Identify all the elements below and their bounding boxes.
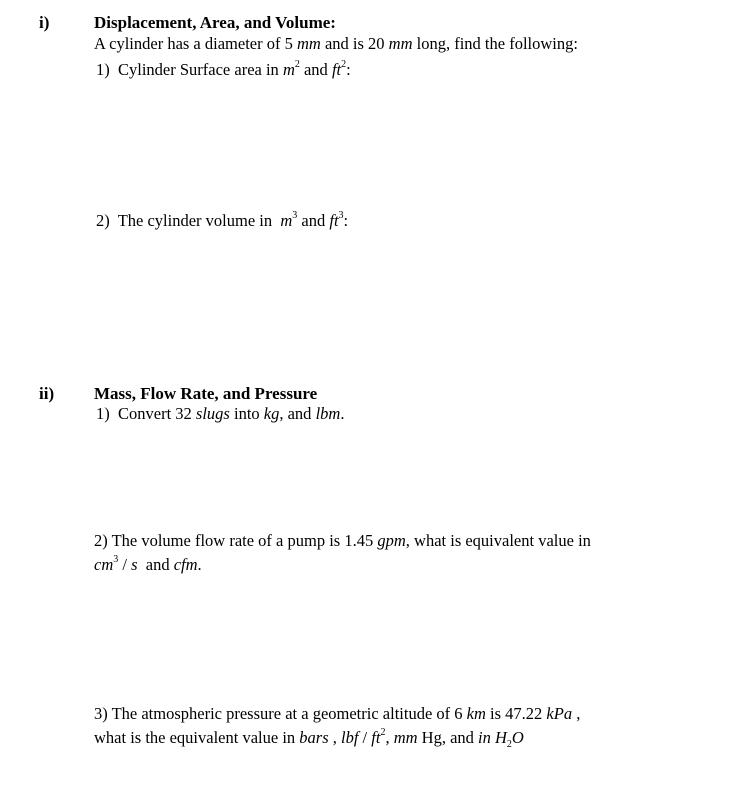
question-2-2-line-2: [94, 554, 202, 574]
exponent: 3: [113, 554, 119, 565]
and-text: and: [301, 211, 326, 230]
unit-kpa: kPa: [546, 704, 573, 723]
exponent: 2: [380, 727, 386, 738]
question-text: The cylinder volume in: [117, 211, 273, 230]
comma: ,: [332, 728, 337, 747]
unit-ft: ft: [329, 211, 339, 230]
question-number: 1): [96, 60, 110, 79]
element-h: H: [495, 728, 507, 747]
intro-text-b: and is 20: [324, 34, 385, 53]
question-2-2-line-1: [94, 533, 591, 550]
question-2-3-line-1: [94, 706, 580, 723]
subscript: 2: [506, 739, 512, 750]
unit-m: m: [282, 60, 295, 79]
unit-cfm: cfm: [173, 555, 198, 574]
unit-lbf: lbf: [341, 728, 359, 747]
unit-gpm: gpm: [377, 531, 406, 550]
unit-ft: ft: [331, 60, 342, 79]
colon: :: [346, 60, 351, 79]
period: .: [197, 555, 202, 574]
intro-text-a: A cylinder has a diameter of 5: [94, 34, 293, 53]
exponent: 3: [338, 210, 344, 221]
question-1-2: [96, 210, 349, 230]
question-text: what is the equivalent value in: [94, 728, 296, 747]
unit-cm: cm: [94, 555, 114, 574]
and-text: and: [303, 60, 328, 79]
unit-slugs: slugs: [195, 404, 230, 423]
question-number: 2): [96, 211, 110, 230]
element-o: O: [511, 728, 524, 747]
section-heading-2: Mass, Flow Rate, and Pressure: [94, 384, 318, 403]
exponent: 2: [294, 59, 300, 70]
period: .: [340, 404, 345, 423]
unit-mm-1: mm: [296, 34, 321, 53]
section-heading-1: Displacement, Area, and Volume:: [94, 13, 336, 32]
intro-text-c: long, find the following:: [416, 34, 578, 53]
comma: ,: [576, 704, 581, 723]
question-text: Hg, and: [421, 728, 474, 747]
question-2-1: [96, 406, 344, 423]
unit-mm: mm: [393, 728, 418, 747]
question-2-3-line-2: [94, 727, 524, 750]
section-number-1: i): [39, 13, 50, 32]
question-number: 1): [96, 404, 110, 423]
unit-kg: kg: [263, 404, 280, 423]
unit-lbm: lbm: [315, 404, 341, 423]
in-text: in: [478, 728, 491, 747]
unit-ft: ft: [371, 728, 381, 747]
question-text: into: [233, 404, 260, 423]
and-text: and: [145, 555, 170, 574]
question-text: 2) The volume flow rate of a pump is 1.45: [94, 531, 374, 550]
question-text: is 47.22: [490, 704, 543, 723]
unit-s: s: [131, 555, 138, 574]
question-text: Convert 32: [118, 404, 192, 423]
problem-intro: [94, 36, 578, 53]
exponent: 3: [292, 210, 298, 221]
comma: ,: [385, 728, 390, 747]
question-text: , and: [279, 404, 312, 423]
section-number-2: ii): [39, 384, 55, 403]
unit-km: km: [466, 704, 486, 723]
unit-mm-2: mm: [388, 34, 413, 53]
slash: /: [122, 555, 127, 574]
colon: :: [343, 211, 349, 230]
question-1-1: [96, 59, 351, 79]
question-text: , what is equivalent value in: [405, 531, 591, 550]
exponent: 2: [341, 59, 347, 70]
question-text: Cylinder Surface area in: [118, 60, 279, 79]
unit-bars: bars: [299, 728, 329, 747]
slash: /: [362, 728, 368, 747]
question-text: 3) The atmospheric pressure at a geometric altitude of 6: [94, 704, 463, 723]
unit-m: m: [280, 211, 293, 230]
